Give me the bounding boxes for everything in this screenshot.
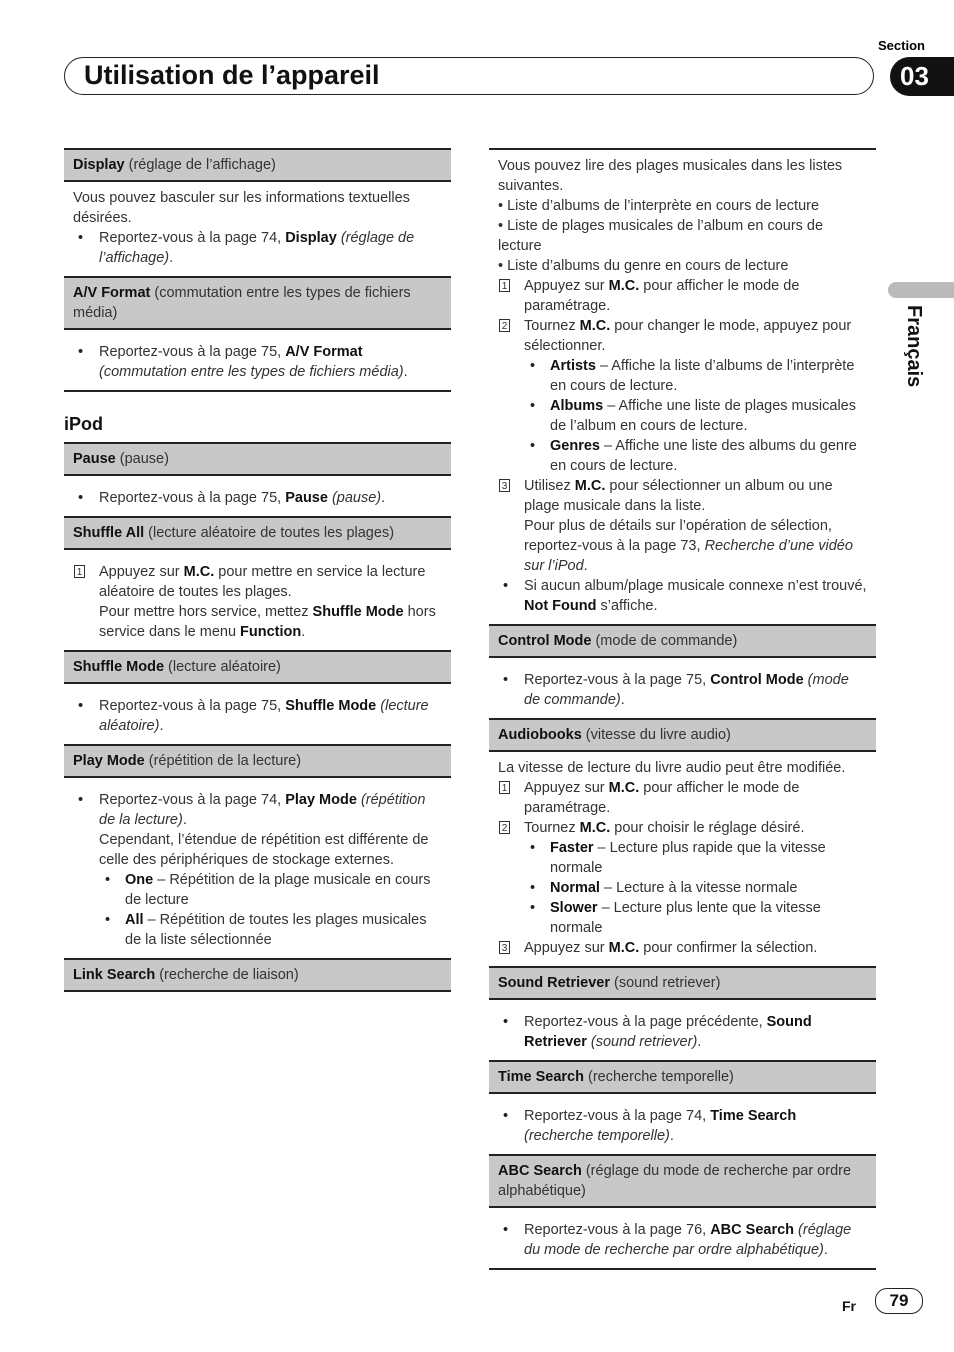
- av-format-header: A/V Format (commutation entre les types de fichiers média): [64, 278, 451, 330]
- play-mode-all: • All – Répétition de toutes les plages musicales de la liste sélectionnée: [99, 910, 442, 950]
- option-normal: • Normal – Lecture à la vitesse normale: [524, 878, 867, 898]
- audiobooks-step-1: 1 Appuyez sur M.C. pour afficher le mode de paramétrage.: [498, 778, 867, 818]
- play-mode-header: Play Mode (répétition de la lecture): [64, 746, 451, 778]
- abc-search-header: ABC Search (réglage du mode de recherche par ordre alphabétique): [489, 1156, 876, 1208]
- language-tab-marker: [888, 282, 954, 298]
- browse-step-2: 2 Tournez M.C. pour changer le mode, appuyez pour sélectionner. • Artists – Affiche la liste d’albums de l’interprète en cours de lecture. • Albums – Affiche une liste de plages musicales de l’album en cours de lecture. • Genres – Affiche une liste des albums du genre en cours de lecture.: [498, 316, 867, 476]
- time-search-reference: • Reportez-vous à la page 74, Time Search (recherche temporelle).: [498, 1106, 867, 1146]
- step-number-icon: 2: [499, 821, 510, 834]
- step-number-icon: 1: [74, 565, 85, 578]
- shuffle-all-header: Shuffle All (lecture aléatoire de toutes les plages): [64, 518, 451, 550]
- browse-step-3: 3 Utilisez M.C. pour sélectionner un album ou une plage musicale dans la liste. Pour plus de détails sur l’opération de sélection, reportez-vous à la page 73, Recherche d’une vidéo sur l’iPod.: [498, 476, 867, 576]
- play-mode-one: • One – Répétition de la plage musicale en cours de lecture: [99, 870, 442, 910]
- time-search-header: Time Search (recherche temporelle): [489, 1062, 876, 1094]
- option-faster: • Faster – Lecture plus rapide que la vitesse normale: [524, 838, 867, 878]
- pause-reference: • Reportez-vous à la page 75, Pause (pause).: [73, 488, 442, 508]
- option-slower: • Slower – Lecture plus lente que la vitesse normale: [524, 898, 867, 938]
- av-format-body: [64, 330, 451, 392]
- audiobooks-body: [489, 752, 876, 968]
- right-column: [489, 148, 876, 1270]
- language-label: Français: [903, 305, 925, 388]
- audiobooks-header: Audiobooks (vitesse du livre audio): [489, 720, 876, 752]
- ipod-list-intro: [489, 148, 876, 626]
- abc-search-reference: • Reportez-vous à la page 76, ABC Search (réglage du mode de recherche par ordre alphabétique).: [498, 1220, 867, 1260]
- language-tab: [890, 305, 950, 395]
- section-number-badge: 03: [890, 57, 954, 96]
- audiobooks-text: La vitesse de lecture du livre audio peut être modifiée.: [498, 760, 846, 776]
- shuffle-all-body: [64, 550, 451, 652]
- option-albums: • Albums – Affiche une liste de plages musicales de l’album en cours de lecture.: [524, 396, 867, 436]
- sound-retriever-header: Sound Retriever (sound retriever): [489, 968, 876, 1000]
- left-column: [64, 148, 451, 992]
- time-search-body: [489, 1094, 876, 1156]
- control-mode-body: [489, 658, 876, 720]
- display-header: Display (réglage de l’affichage): [64, 148, 451, 182]
- page-title: Utilisation de l’appareil: [84, 60, 380, 90]
- page-number: 79: [875, 1288, 923, 1314]
- step-number-icon: 2: [499, 319, 510, 332]
- control-mode-reference: • Reportez-vous à la page 75, Control Mode (mode de commande).: [498, 670, 867, 710]
- intro-text: Vous pouvez lire des plages musicales dans les listes suivantes.: [498, 158, 843, 194]
- audiobooks-step-2: 2 Tournez M.C. pour choisir le réglage désiré. • Faster – Lecture plus rapide que la vitesse normale • Normal – Lecture à la vitesse normale • Slower – Lecture plus lente que la vitesse normale: [498, 818, 867, 938]
- shuffle-mode-header: Shuffle Mode (lecture aléatoire): [64, 652, 451, 684]
- abc-search-body: [489, 1208, 876, 1270]
- option-genres: • Genres – Affiche une liste des albums du genre en cours de lecture.: [524, 436, 867, 476]
- list-item: • Liste de plages musicales de l’album en cours de lecture: [498, 218, 824, 254]
- audiobooks-step-3: 3 Appuyez sur M.C. pour confirmer la sélection.: [498, 938, 867, 958]
- display-reference: • Reportez-vous à la page 74, Display (réglage de l’affichage).: [73, 228, 442, 268]
- av-format-reference: • Reportez-vous à la page 75, A/V Format (commutation entre les types de fichiers média).: [73, 342, 442, 382]
- section-label: Section: [878, 38, 925, 53]
- ipod-heading: iPod: [64, 414, 103, 434]
- footer-language: Fr: [842, 1298, 856, 1314]
- step-number-icon: 3: [499, 479, 510, 492]
- display-body: [64, 182, 451, 278]
- sound-retriever-body: [489, 1000, 876, 1062]
- option-artists: • Artists – Affiche la liste d’albums de l’interprète en cours de lecture.: [524, 356, 867, 396]
- play-mode-reference: • Reportez-vous à la page 74, Play Mode (répétition de la lecture). Cependant, l’étendue de répétition est différente de celle des périphériques de stockage externes. • One – Répétition de la plage musicale en cours de lecture • All – Répétition de toutes les plages musicales de la liste sélectionnée: [73, 790, 442, 950]
- step-number-icon: 3: [499, 941, 510, 954]
- not-found-note: • Si aucun album/plage musicale connexe n’est trouvé, Not Found s’affiche.: [498, 576, 867, 616]
- list-item: • Liste d’albums du genre en cours de lecture: [498, 258, 789, 274]
- sound-retriever-reference: • Reportez-vous à la page précédente, Sound Retriever (sound retriever).: [498, 1012, 867, 1052]
- play-mode-body: [64, 778, 451, 960]
- link-search-header: Link Search (recherche de liaison): [64, 960, 451, 992]
- browse-step-1: 1 Appuyez sur M.C. pour afficher le mode de paramétrage.: [498, 276, 867, 316]
- pause-header: Pause (pause): [64, 442, 451, 476]
- display-text: Vous pouvez basculer sur les informations textuelles désirées.: [73, 190, 410, 226]
- control-mode-header: Control Mode (mode de commande): [489, 626, 876, 658]
- step-number-icon: 1: [499, 279, 510, 292]
- list-item: • Liste d’albums de l’interprète en cours de lecture: [498, 198, 820, 214]
- shuffle-all-step-1: 1 Appuyez sur M.C. pour mettre en service la lecture aléatoire de toutes les plages. Pour mettre hors service, mettez Shuffle Mode hors service dans le menu Function.: [73, 562, 442, 642]
- shuffle-mode-body: [64, 684, 451, 746]
- shuffle-mode-reference: • Reportez-vous à la page 75, Shuffle Mode (lecture aléatoire).: [73, 696, 442, 736]
- pause-body: [64, 476, 451, 518]
- step-number-icon: 1: [499, 781, 510, 794]
